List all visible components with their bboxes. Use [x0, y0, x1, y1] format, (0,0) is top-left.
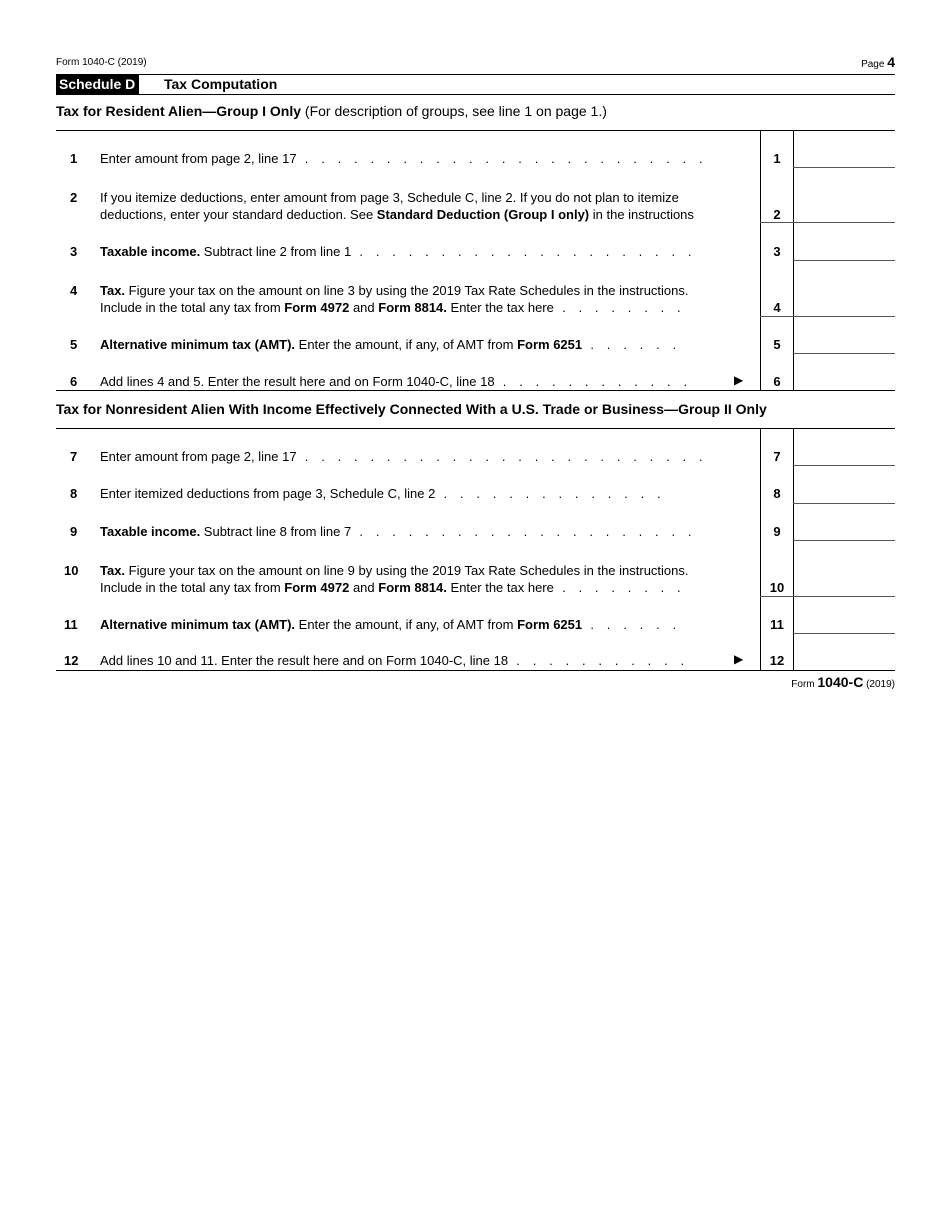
- arrow-icon: ▶: [734, 652, 744, 666]
- box-label: 10: [769, 580, 785, 595]
- box-label: 9: [773, 524, 781, 539]
- rule: [793, 633, 895, 634]
- line-9-text: Taxable income. Subtract line 8 from line 7 . . . . . . . . . . . . . . . . . . . . .: [100, 524, 697, 539]
- box-label: 7: [773, 449, 781, 464]
- line-number: 2: [70, 190, 78, 205]
- part1-note: (For description of groups, see line 1 on page 1.): [301, 103, 607, 119]
- line-number: 12: [64, 653, 79, 668]
- line-number: 8: [70, 486, 78, 501]
- footer-form: 1040-C: [817, 674, 864, 690]
- part1-title: Tax for Resident Alien—Group I Only: [56, 103, 302, 119]
- rule: [793, 503, 895, 504]
- rule: [56, 390, 895, 391]
- line-7-text: Enter amount from page 2, line 17 . . . . . . . . . . . . . . . . . . . . . . . . .: [100, 449, 708, 464]
- line-6-text: Add lines 4 and 5. Enter the result here and on Form 1040-C, line 18 . . . . . . . . . . . .: [100, 374, 692, 389]
- line-number: 11: [64, 617, 78, 632]
- rule: [793, 167, 895, 168]
- rule: [793, 465, 895, 466]
- part1-heading: [56, 102, 895, 120]
- page-header: [56, 56, 895, 72]
- form-label: Form 1040-C (2019): [56, 57, 147, 68]
- line-number: 9: [70, 524, 78, 539]
- box-label: 1: [773, 151, 781, 166]
- schedule-title: Tax Computation: [164, 76, 278, 92]
- line-12-text: Add lines 10 and 11. Enter the result here and on Form 1040-C, line 18 . . . . . . . . . . .: [100, 653, 689, 668]
- arrow-icon: ▶: [734, 373, 744, 387]
- rule: [56, 428, 895, 429]
- line-10-text: Tax. Figure your tax on the amount on line 9 by using the 2019 Tax Rate Schedules in the instructions. Include in the total any tax from Form 4972 and Form 8814. Enter the tax here . . . . . . . .: [100, 563, 689, 595]
- box-label: 6: [773, 374, 781, 389]
- page-prefix: Page: [861, 59, 885, 70]
- line-number: 1: [70, 151, 78, 166]
- part2-heading: [56, 400, 895, 418]
- page-indicator: [861, 54, 895, 70]
- part2-title: Tax for Nonresident Alien With Income Effectively Connected With a U.S. Trade or Business—Group II Only: [56, 401, 767, 417]
- rule: [793, 260, 895, 261]
- box-label: 4: [773, 300, 781, 315]
- line-11-text: Alternative minimum tax (AMT). Enter the amount, if any, of AMT from Form 6251 . . . . . .: [100, 617, 681, 632]
- line-1-text: Enter amount from page 2, line 17 . . . . . . . . . . . . . . . . . . . . . . . . .: [100, 151, 708, 166]
- line-number: 4: [70, 283, 78, 298]
- box-label: 5: [773, 337, 781, 352]
- box-label: 12: [769, 653, 785, 668]
- line-5-text: Alternative minimum tax (AMT). Enter the amount, if any, of AMT from Form 6251 . . . . . .: [100, 337, 681, 352]
- schedule-bar: [56, 74, 895, 95]
- box-label: 2: [773, 207, 781, 222]
- schedule-tag: Schedule D: [56, 75, 139, 94]
- line-number: 7: [70, 449, 78, 464]
- rule: [760, 316, 895, 317]
- rule: [56, 670, 895, 671]
- rule: [793, 540, 895, 541]
- line-number: 6: [70, 374, 78, 389]
- box-label: 3: [773, 244, 781, 259]
- rule: [760, 596, 895, 597]
- line-number: 5: [70, 337, 78, 352]
- box-label: 8: [773, 486, 781, 501]
- line-number: 10: [64, 563, 79, 578]
- line-2-text: If you itemize deductions, enter amount from page 3, Schedule C, line 2. If you do not plan to itemize deductions, enter your standard deduction. See Standard Deduction (Group I only) in the instructions: [100, 190, 694, 222]
- rule: [56, 130, 895, 131]
- page-number: 4: [887, 54, 895, 70]
- line-4-text: Tax. Figure your tax on the amount on line 3 by using the 2019 Tax Rate Schedules in the instructions. Include in the total any tax from Form 4972 and Form 8814. Enter the tax here . . . . . . . .: [100, 283, 689, 315]
- rule: [793, 353, 895, 354]
- box-label: 11: [770, 617, 784, 632]
- page-footer: Form 1040-C (2019): [791, 674, 895, 690]
- line-8-text: Enter itemized deductions from page 3, Schedule C, line 2 . . . . . . . . . . . . . .: [100, 486, 666, 501]
- line-number: 3: [70, 244, 78, 259]
- line-3-text: Taxable income. Subtract line 2 from line 1 . . . . . . . . . . . . . . . . . . . . .: [100, 244, 697, 259]
